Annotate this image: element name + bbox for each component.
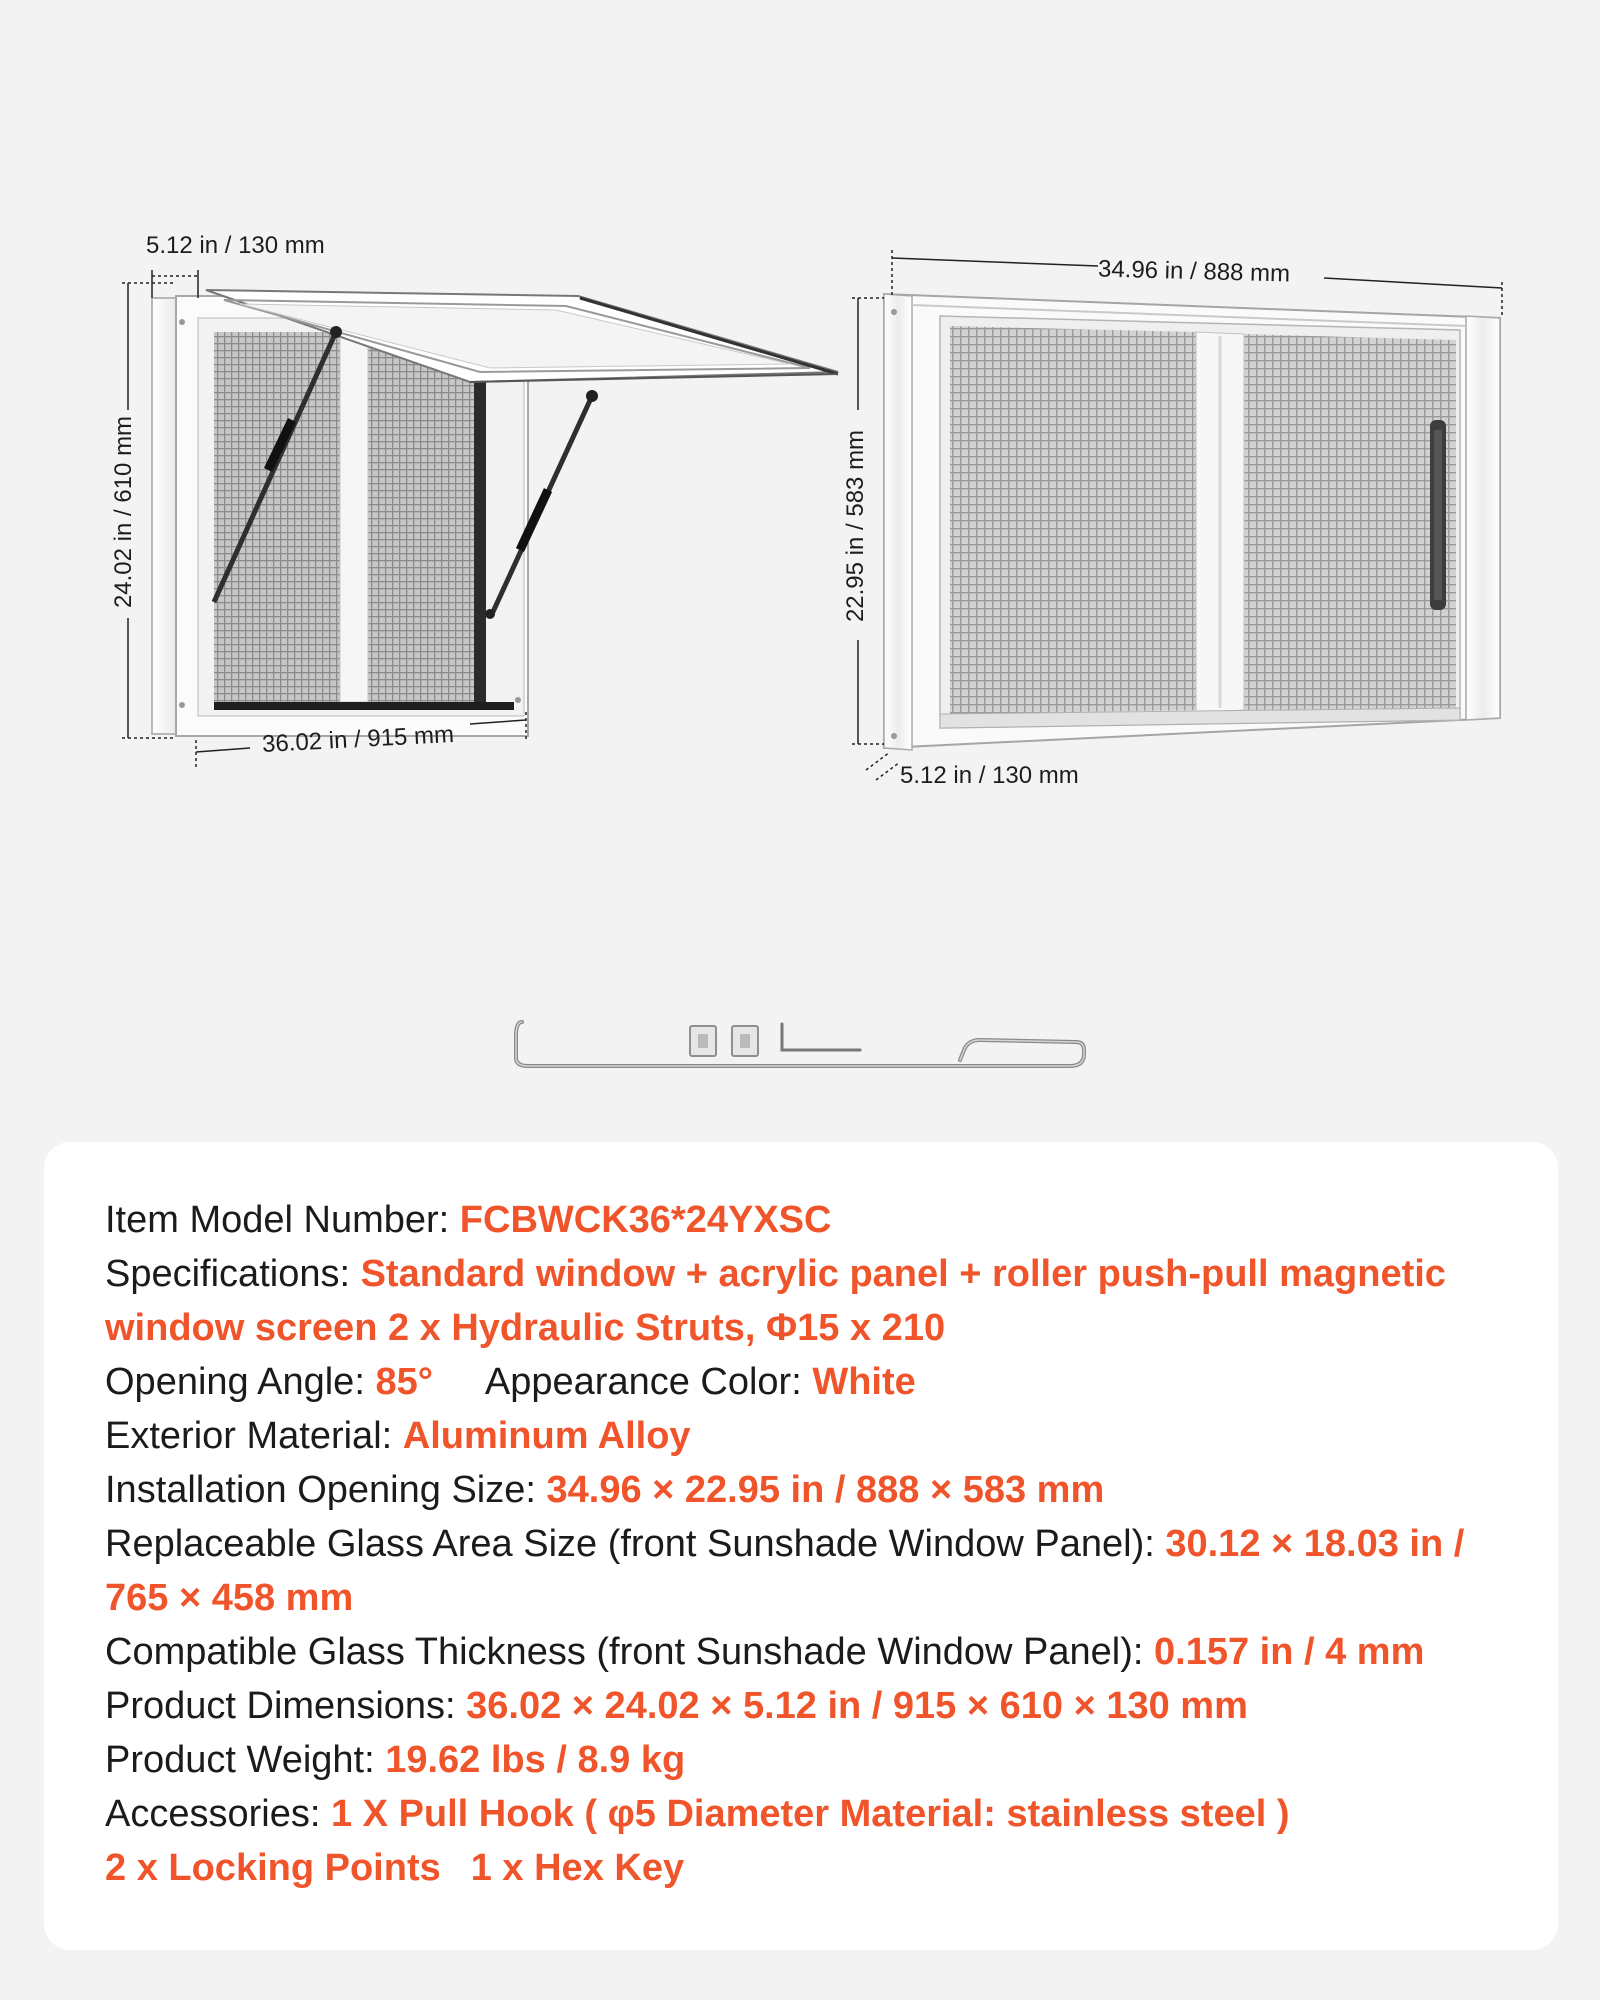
left-depth-label: 5.12 in / 130 mm bbox=[146, 232, 325, 259]
accessories-drawing bbox=[516, 1022, 1084, 1066]
spec-value: FCBWCK36*24YXSC bbox=[459, 1199, 832, 1241]
specifications-list bbox=[105, 1193, 1525, 1895]
spec-specifications-continued bbox=[105, 1301, 1525, 1355]
spec-accessories bbox=[105, 1787, 1525, 1841]
spec-label: Product Weight: bbox=[105, 1739, 386, 1781]
spec-angle-and-color bbox=[105, 1355, 1525, 1409]
locking-point-2 bbox=[732, 1026, 758, 1056]
specifications-card bbox=[44, 1142, 1558, 1950]
spec-value: 1 x Hex Key bbox=[470, 1847, 685, 1889]
spec-label: Replaceable Glass Area Size (front Sunshade Window Panel): bbox=[105, 1523, 1166, 1565]
spec-exterior-material bbox=[105, 1409, 1525, 1463]
spec-value: 30.12 × 18.03 in / bbox=[1165, 1523, 1465, 1565]
spec-glass-thickness bbox=[105, 1625, 1525, 1679]
spec-value: 2 x Locking Points bbox=[105, 1847, 441, 1889]
closed-window-drawing bbox=[884, 294, 1500, 750]
spec-glass-area-continued bbox=[105, 1571, 1525, 1625]
opened-window-drawing bbox=[152, 290, 838, 736]
spec-value: 36.02 × 24.02 × 5.12 in / 915 × 610 × 130 mm bbox=[466, 1685, 1248, 1727]
spec-label: Exterior Material: bbox=[105, 1415, 403, 1457]
spec-value: 19.62 lbs / 8.9 kg bbox=[385, 1739, 686, 1781]
left-height-label: 24.02 in / 610 mm bbox=[110, 415, 138, 609]
spec-specifications bbox=[105, 1247, 1525, 1301]
spec-value: window screen 2 x Hydraulic Struts, Φ15 x 210 bbox=[105, 1307, 946, 1349]
right-width-label: 34.96 in / 888 mm bbox=[1097, 255, 1291, 288]
spec-model-number bbox=[105, 1193, 1525, 1247]
locking-point-1 bbox=[690, 1026, 716, 1056]
spec-accessories-continued bbox=[105, 1841, 1525, 1895]
right-height-label: 22.95 in / 583 mm bbox=[842, 429, 870, 623]
spec-value: 34.96 × 22.95 in / 888 × 583 mm bbox=[546, 1469, 1105, 1511]
spec-label: Appearance Color: bbox=[484, 1361, 813, 1403]
spec-label: Installation Opening Size: bbox=[105, 1469, 547, 1511]
spec-label: Opening Angle: bbox=[105, 1361, 376, 1403]
left-width-label: 36.02 in / 915 mm bbox=[261, 720, 455, 759]
right-depth-label: 5.12 in / 130 mm bbox=[900, 762, 1079, 789]
spec-installation-opening bbox=[105, 1463, 1525, 1517]
spec-label: Compatible Glass Thickness (front Sunshade Window Panel): bbox=[105, 1631, 1155, 1673]
spec-label: Product Dimensions: bbox=[105, 1685, 467, 1727]
spec-glass-area bbox=[105, 1517, 1525, 1571]
spec-product-weight bbox=[105, 1733, 1525, 1787]
spec-value: 1 X Pull Hook ( φ5 Diameter Material: stainless steel ) bbox=[330, 1793, 1290, 1835]
spec-product-dimensions bbox=[105, 1679, 1525, 1733]
spec-value: 0.157 in / 4 mm bbox=[1154, 1631, 1425, 1673]
spec-value: Standard window + acrylic panel + roller push-pull magnetic bbox=[360, 1253, 1446, 1295]
hex-key bbox=[782, 1024, 860, 1050]
spec-value: 85° bbox=[375, 1361, 433, 1403]
spec-label: Accessories: bbox=[105, 1793, 331, 1835]
spec-label: Item Model Number: bbox=[105, 1199, 460, 1241]
spec-value: 765 × 458 mm bbox=[105, 1577, 354, 1619]
spec-value: Aluminum Alloy bbox=[402, 1415, 691, 1457]
spec-label: Specifications: bbox=[105, 1253, 361, 1295]
spec-value: White bbox=[812, 1361, 916, 1403]
